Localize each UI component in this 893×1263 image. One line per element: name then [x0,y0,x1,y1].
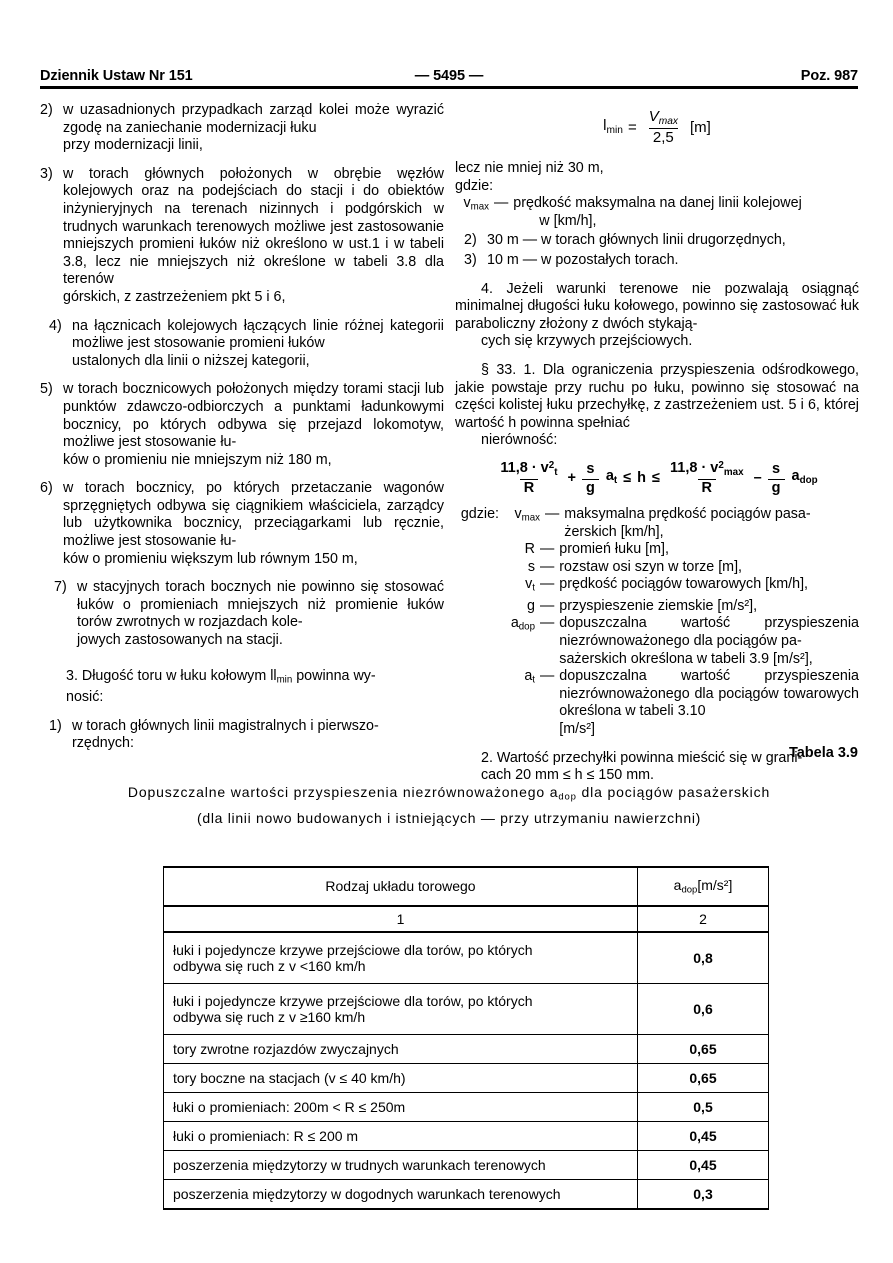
fraction-numerator: $V_{max}$ [648,108,678,128]
paragraph-4: 4. Jeżeli warunki terenowe nie pozwalają osiągnąć minimalnej długości łuku kołowego, powinno się zastosować łuk paraboliczny złożony z dwóch stykają- cych się krzywych przejściowych. [455,280,859,350]
list-marker: 3) [40,165,53,182]
table-caption-line-2: (dla linii nowo budowanych i istniejących — przy utrzymaniu nawierzchni) [196,809,702,826]
h-term: h [637,470,647,487]
header-cell-adop: $a_{dop}[m/s^2]$ [638,867,769,906]
table-row [164,1063,769,1092]
after-formula-note: lecz nie mniej niż 30 m, [455,160,604,176]
table-3-9 [163,866,769,1210]
row-label: łuki o promieniach: 200m < R ≤ 250m [164,1092,638,1121]
fraction-denominator: R [698,479,716,497]
definition-row [455,541,859,559]
table-row [164,1179,769,1209]
list-item [40,480,444,568]
table-row [164,1121,769,1150]
paragraph-3: 3. Długość toru w łuku kołowym $ll_{min}$ powinna wy- nosić: [66,667,376,705]
row-value: 0,65 [638,1063,769,1092]
definition-row [455,559,859,577]
definition-dash: — [540,597,555,614]
list-text: 30 m — w torach głównych linii drugorzędnych, [487,232,786,249]
less-equal-2: ≤ [652,470,660,487]
definition-dash: — [540,558,555,575]
minus-sign: – [753,470,762,487]
list-item [40,102,444,155]
definition-symbol: $a_t$ [524,668,535,686]
definition-row [455,668,859,738]
row-value: 0,65 [638,1034,769,1063]
list-text: w torach głównych linii magistralnych i pierwszo- rzędnych: [72,717,379,752]
definition-dash: — [540,541,555,558]
fraction [645,109,682,146]
definition-dash: — [545,506,560,523]
row-label: tory zwrotne rozjazdów zwyczajnych [164,1034,638,1063]
list-text: w uzasadnionych przypadkach zarząd kolei może wyrazić zgodę na zaniechanie modernizacji łuku przy modernizacji linii, [63,102,444,154]
table-header-row [164,867,769,906]
table-caption-line-1: Dopuszczalne wartości przyspieszenia niezrównoważonego $a_{dop}$ dla pociągów pasażerskich [127,784,771,803]
list-text: w torach głównych położonych w obrębie węzłów kolejowych oraz na podejściach do stacji i do obiektów inżynieryjnych na terenach nizinnych i podgórskich w trudnych warunkach terenowych możliwe jest zastosowanie mniejszych promieni łuków niż określono w ust.1 i w tabeli 3.8, lecz nie mniejszych niż określone w tabeli 3.8 dla terenów górskich, z zastrzeżeniem pkt 5 i 6, [63,165,444,305]
list-text: w torach bocznicowych położonych między torami stacji lub punktów zdawczo-odbiorczych a punktami ładunkowymi bocznicy, po których odbywa się przejazd lokomotyw, możliwe jest stosowanie łu- ków o promieniu nie mniejszym niż 180 m, [63,381,444,468]
paragraph-2: 2. Wartość przechyłki powinna mieścić się w grani- cach 20 mm ≤ h ≤ 150 mm. [481,749,803,784]
row-label: poszerzenia międzytorzy w dogodnych warunkach terenowych [164,1179,638,1209]
fraction-right [666,461,748,497]
list-item [455,232,859,250]
list-text: na łącznicach kolejowych łączących linie różnej kategorii możliwe jest stosowanie promieni łuków ustalonych dla linii o niższej kategorii, [72,317,444,369]
fraction-s-g-2 [768,462,785,496]
row-value: 0,45 [638,1150,769,1179]
formula-inequality [455,461,859,497]
definition-symbol: g [527,597,535,614]
equals-sign: = [627,119,637,137]
formula-unit: [m] [689,119,711,137]
list-marker: 5) [40,381,53,398]
table-caption [40,782,858,828]
table-row [164,932,769,984]
a-dop-term: $a_{dop}$ [791,468,818,487]
table-row [164,983,769,1034]
definition-text: prędkość maksymalna na danej linii kolejowej w [km/h], [513,195,802,229]
definition-text: prędkość pociągów towarowych [km/h], [559,576,809,593]
left-column [40,102,444,764]
definition-text: dopuszczalna wartość przyspieszenia niezrównoważonego dla pociągów towarowych określona w tabeli 3.10 [m/s²] [559,668,859,737]
row-label: tory boczne na stacjach (v ≤ 40 km/h) [164,1063,638,1092]
header-cell-kind: Rodzaj układu torowego [164,867,638,906]
definition-symbol: $v_{max}$ [463,195,489,213]
fraction-numerator: $11,8 \cdot v^2_{max}$ [670,459,744,478]
definition-row [455,506,859,541]
row-value: 0,6 [638,983,769,1034]
table-row [164,1092,769,1121]
fraction-left [496,461,561,497]
right-column [455,102,859,785]
list-marker: 2) [40,102,53,118]
formula-lmin [455,104,859,152]
definition-symbol: R [524,541,535,558]
fraction-denominator: R [520,479,538,497]
table-3-9-wrapper [163,866,733,1210]
list-marker: 1) [49,717,62,734]
list-marker: 7) [54,579,67,596]
definition-text: przyspieszenie ziemskie [m/s²], [559,597,758,614]
running-head [40,58,858,84]
fraction-numerator: $11,8 \cdot v^2_t$ [500,459,558,478]
definition-text: promień łuku [m], [559,541,669,558]
definition-row [455,576,859,597]
formula-lhs: $l_{min}$ [603,116,623,136]
running-head-left: Dziennik Ustaw Nr 151 [40,68,193,84]
plus-sign: + [567,470,576,487]
row-value: 0,5 [638,1092,769,1121]
fraction-s-g [582,462,599,496]
list-item [40,381,444,469]
fraction-denominator: g [768,479,785,497]
list-text: w torach bocznicy, po których przetaczanie wagonów sprzęgniętych odbywa się ciągnikiem właściciela, zarządcy lub użytkownika bocznicy, przeciągarkami lub ręcznie, możliwe jest stosowanie łu- ków o promieniu większym lub równym 150 m, [63,480,444,567]
paragraph-33: § 33. 1. Dla ograniczenia przyspieszenia odśrodkowego, jakie powstaje przy ruchu po łuku, powinno się stosować na części kolistej łuku przechyłkę, z zastrzeżeniem ust. 5 i 6, której wartość h powinna spełniać nierówność: [455,361,859,449]
table-number-label: Tabela 3.9 [788,745,858,761]
list-marker: 4) [49,317,62,334]
table-numbering-row [164,906,769,932]
fraction-denominator: g [582,479,599,497]
definition-symbol: $v_{max}$ [514,506,540,524]
list-text: 10 m — w pozostałych torach. [487,251,679,268]
list-marker: 3) [464,251,477,268]
gdzie-label-2: gdzie: [460,506,499,523]
list-marker: 2) [464,232,477,249]
definition-text: rozstaw osi szyn w torze [m], [559,558,743,575]
page-number: — 5495 — [414,68,484,84]
definition-row [455,598,859,616]
list-marker: 6) [40,480,53,497]
gdzie-label-1: gdzie: [455,177,494,194]
list-text: w stacyjnych torach bocznych nie powinno się stosować łuków o promieniach mniejszych niż promienie łuków torów zwrotnych w rozjazdach kole- jowych zastosowanych na stacji. [77,579,444,649]
numbering-cell-2: 2 [638,906,769,932]
header-rule [40,86,858,89]
definition-symbol: s [527,558,535,575]
row-label: łuki i pojedyncze krzywe przejściowe dla torów, po których odbywa się ruch z v ≥160 km/h [164,983,638,1034]
definition-row [455,195,859,230]
row-value: 0,45 [638,1121,769,1150]
definition-text: dopuszczalna wartość przyspieszenia niezrównoważonego dla pociągów pa- sażerskich określona w tabeli 3.9 [m/s²], [559,615,859,667]
row-value: 0,3 [638,1179,769,1209]
numbering-cell-1: 1 [164,906,638,932]
fraction-denominator: 2,5 [649,128,678,146]
definition-row [455,615,859,668]
definition-symbol: $a_{dop}$ [510,615,535,634]
row-label: łuki o promieniach: R ≤ 200 m [164,1121,638,1150]
definition-dash: — [540,615,555,632]
list-item [455,252,859,270]
table-row [164,1034,769,1063]
fraction-numerator: s [586,460,595,477]
definition-dash: — [540,668,555,685]
less-equal-1: ≤ [623,470,632,487]
definition-dash: — [494,195,509,212]
row-value: 0,8 [638,932,769,984]
row-label: poszerzenia międzytorzy w trudnych warunkach terenowych [164,1150,638,1179]
definition-text: maksymalna prędkość pociągów pasa- żerskich [km/h], [564,506,811,540]
definition-list [455,506,859,738]
running-head-right: Poz. 987 [800,68,858,84]
list-item [40,318,444,371]
lmin-symbol: $l_{min}$ [273,667,293,686]
list-item [40,166,444,307]
a-t-term: $a_t$ [605,468,618,487]
row-label: łuki i pojedyncze krzywe przejściowe dla torów, po których odbywa się ruch z v <160 km/h [164,932,638,984]
list-item [40,579,444,649]
fraction-numerator: s [772,460,781,477]
definition-dash: — [540,576,555,593]
table-row [164,1150,769,1179]
definition-symbol: $v_t$ [525,576,535,595]
